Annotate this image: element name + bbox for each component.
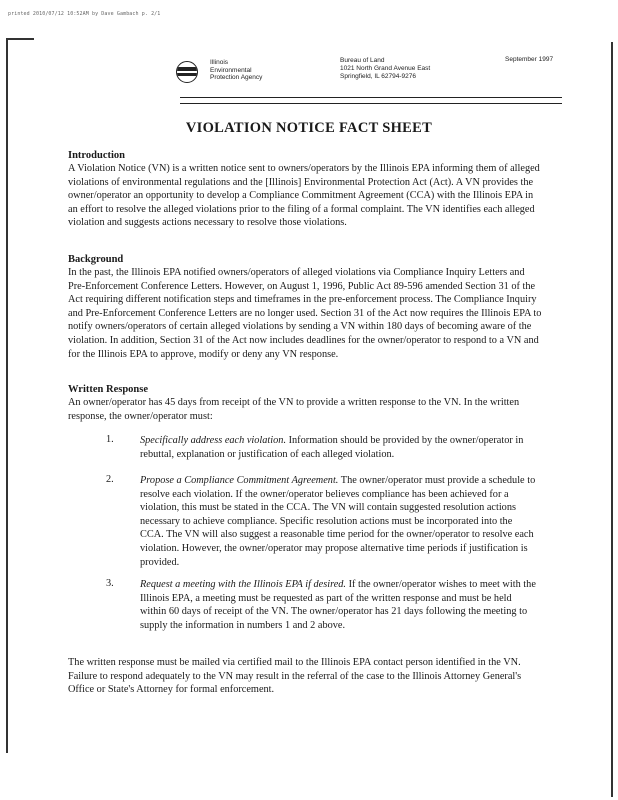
list-item-number: 1. bbox=[106, 434, 114, 445]
closing-text: The written response must be mailed via certified mail to the Illinois EPA contact person identified in the VN. Failure to respond adequately to the VN may result in the referral of the case to the Illinois Attorney General's Office or State's Attorney for formal enforcement. bbox=[68, 657, 522, 696]
list-item bbox=[140, 434, 536, 461]
page-title: VIOLATION NOTICE FACT SHEET bbox=[185, 120, 433, 136]
bureau-line-3: Springfield, IL 62794-9276 bbox=[340, 73, 417, 81]
introduction-heading: Introduction bbox=[68, 150, 125, 161]
agency-line-1: Illinois bbox=[210, 59, 229, 66]
introduction-text: A Violation Notice (VN) is a written notice sent to owners/operators by the Illinois EPA informing them of alleged violations of environmental regulations and the [Illinois] Environmental Protection Act (Act). A VN provides the owner/operator an opportunity to develop a Compliance Commitment Agreement (CCA) with the Illinois EPA in an effort to resolve the alleged violations prior to the filing of a formal complaint. The VN identifies each alleged violation and suggests actions necessary to resolve those violations. bbox=[68, 163, 540, 229]
bureau-address bbox=[340, 57, 430, 82]
list-item-body: The owner/operator must provide a schedule to resolve each violation. If the owner/operator believes compliance has been achieved for a violation, this must be stated in the CCA. The VN will contain suggested resolution actions necessary to achieve compliance. Specific resolution actions must be incorporated into the CCA. The VN will also suggest a reasonable time period for the owner/operator to resolve each violation. However, the owner/operator may propose alternative time periods if justification is provided. bbox=[140, 475, 536, 568]
list-item bbox=[140, 578, 536, 632]
list-item-body: Information should be provided by the owner/operator in rebuttal, explanation or justification of each alleged violation. bbox=[140, 435, 524, 460]
written-response-heading: Written Response bbox=[68, 384, 149, 395]
agency-name bbox=[210, 59, 262, 82]
document-date: September 1997 bbox=[505, 56, 554, 63]
list-item-lead: Specifically address each violation. bbox=[140, 435, 287, 446]
agency-line-3: Protection Agency bbox=[210, 74, 263, 81]
agency-line-2: Environmental bbox=[210, 66, 252, 74]
list-item bbox=[140, 474, 536, 569]
crop-mark-top-left bbox=[6, 38, 34, 40]
written-response-text: An owner/operator has 45 days from receipt of the VN to provide a written response to the VN. In the written response, the owner/operator must: bbox=[68, 397, 520, 422]
crop-mark-right bbox=[611, 42, 613, 797]
list-item-lead: Request a meeting with the Illinois EPA if desired. bbox=[140, 579, 347, 590]
list-item-number: 2. bbox=[106, 474, 114, 485]
illinois-epa-logo-icon bbox=[176, 61, 198, 83]
list-item-body: If the owner/operator wishes to meet with the Illinois EPA, a meeting must be requested as part of the written response and must be held within 60 days of receipt of the VN. The owner/operator has 21 days following the meeting to supply the information in numbers 1 and 2 above. bbox=[140, 579, 536, 631]
header-rule-top bbox=[180, 97, 562, 98]
background-heading: Background bbox=[68, 254, 124, 265]
list-item-number: 3. bbox=[106, 578, 114, 589]
header-rule-bottom bbox=[180, 103, 562, 104]
list-item-lead: Propose a Compliance Commitment Agreement. bbox=[140, 475, 339, 486]
bureau-line-1: Bureau of Land bbox=[340, 57, 385, 64]
print-stamp: printed 2010/07/12 10:52AM by Dave Gambach p. 2/1 bbox=[8, 11, 161, 17]
bureau-line-2: 1021 North Grand Avenue East bbox=[340, 65, 431, 73]
background-text: In the past, the Illinois EPA notified owners/operators of alleged violations via Compliance Inquiry Letters and Pre-Enforcement Conference Letters. However, on August 1, 1996, Public Act 89-596 amended Section 31 of the Act requiring different notification steps and timeframes in the pre-enforcement process. The Compliance Inquiry and Pre-Enforcement Conference Letters are no longer used. Section 31 of the Act now requires the Illinois EPA to notify owners/operators of certain alleged violations by sending a VN within 180 days of becoming aware of the violation. In addition, Section 31 of the Act now includes deadlines for the owner/operator to respond to a VN and for the Illinois EPA to approve, modify or deny any VN response. bbox=[68, 267, 542, 360]
crop-mark-left bbox=[6, 38, 8, 753]
